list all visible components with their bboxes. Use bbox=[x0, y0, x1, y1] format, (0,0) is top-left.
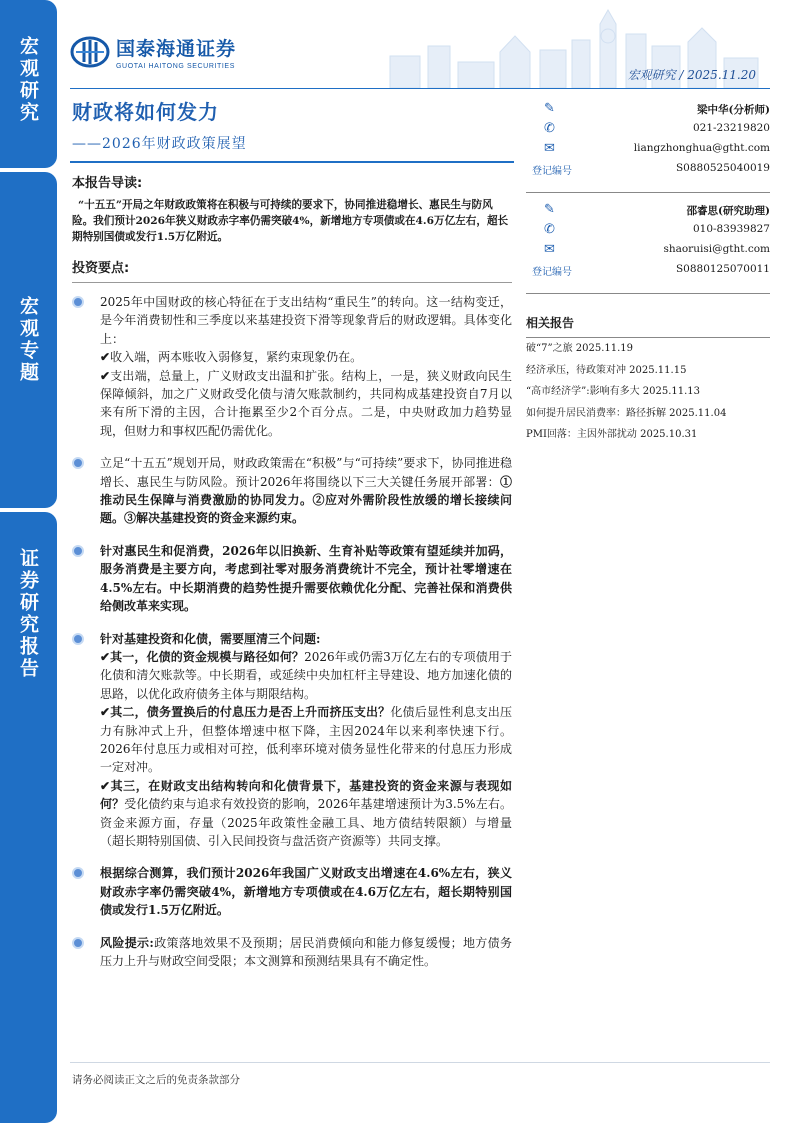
related-reports-heading: 相关报告 bbox=[526, 316, 575, 330]
report-category: 宏观研究 bbox=[627, 68, 676, 82]
sub-point-text: 化债后显性利息支出压力有脉冲式上升，但整体增速中枢下降，主因2024年以来利率快速下行。2026年付息压力或相对可控，低利率环境对债务显性化带来的付息压力形成一定对冲。 bbox=[100, 705, 512, 775]
points-heading: 投资要点: bbox=[72, 261, 130, 276]
analyst-reg-row bbox=[526, 160, 770, 180]
check-icon: ✔ bbox=[100, 368, 111, 383]
brand-name-cn: 国泰海通证券 bbox=[116, 38, 237, 60]
section-bold-text: 针对惠民生和促消费，2026年以旧换新、生育补贴等政策有望延续并加码，服务消费是主要方向，考虑到社零对服务消费统计不完全，预计社零增速在4.5%左右。中长期消费的趋势性提升需要依赖优化分配、完善社保和消费供给侧改革来实现。 bbox=[100, 543, 512, 614]
point-section bbox=[72, 542, 512, 616]
header-meta bbox=[628, 66, 756, 83]
analyst-name: 邵睿思(研究助理) bbox=[686, 205, 770, 217]
sub-point-question: 其一，化债的资金规模与路径如何？ bbox=[110, 649, 305, 664]
analyst-phone: 010-83939827 bbox=[692, 223, 770, 235]
brand-name-en: GUOTAI HAITONG SECURITIES bbox=[116, 63, 235, 70]
analyst-email[interactable]: shaoruisi@gtht.com bbox=[663, 243, 770, 255]
sub-point-text: 受化债约束与追求有效投资的影响，2026年基建增速预计为3.5%左右。资金来源方面，存量（2025年政策性金融工具、地方债结转限额）与增量（超长期特别国债、引入民间投资与盘活资产资源等）共同支撑。 bbox=[100, 797, 512, 848]
analyst-reg-row bbox=[526, 261, 770, 281]
analyst-reg-number: S0880525040019 bbox=[675, 162, 770, 174]
title-divider bbox=[70, 161, 514, 163]
check-icon: ✔ bbox=[100, 705, 111, 720]
bullet-icon bbox=[72, 633, 84, 645]
risk-heading: 风险提示: bbox=[100, 935, 154, 950]
analyst-card bbox=[526, 201, 770, 289]
analyst-phone: 021-23219820 bbox=[692, 122, 770, 134]
sub-point-text: 支出端，总量上，广义财政支出温和扩张。结构上，一是，狭义财政向民生保障倾斜，加之广义财政受化债与清欠账款制约，共同构成基建投资自7月以来有所下滑的主因，合计拖累至少2个百分点。二是，中央财政加力趋势显现，但财力和事权匹配仍需优化。 bbox=[100, 368, 512, 438]
analyst-reg-number: S0880125070011 bbox=[675, 263, 770, 275]
side-band bbox=[0, 0, 57, 1123]
phone-icon: ✆ bbox=[544, 121, 555, 136]
bullet-icon bbox=[72, 457, 84, 469]
side-label: 宏观专题 bbox=[17, 296, 39, 384]
sub-point-question: 其二，债务置换后的付息压力是否上升而挤压支出？ bbox=[110, 705, 391, 720]
sub-point-text: 2026年或仍需3万亿左右的专项债用于化债和清欠账款等。中长期看，或延续中央加杠杆主导建设、地方加速化债的思路，以优化政府债务主体与期限结构。 bbox=[100, 649, 512, 701]
bullet-icon bbox=[72, 867, 84, 879]
point-section bbox=[72, 864, 512, 919]
related-report-item[interactable]: 如何提升居民消费率：路径拆解 2025.11.04 bbox=[526, 407, 727, 419]
right-column bbox=[526, 100, 770, 446]
side-segment-macro-topic bbox=[0, 172, 57, 508]
guide-heading: 本报告导读: bbox=[72, 176, 143, 191]
point-section bbox=[72, 454, 512, 528]
sub-point bbox=[100, 367, 512, 441]
analyst-phone-row bbox=[526, 120, 770, 140]
sub-point bbox=[100, 348, 512, 366]
related-report-item[interactable]: 经济承压，待政策对冲 2025.11.15 bbox=[526, 364, 687, 376]
sub-point-text: 收入端，两本账收入弱修复，紧约束现象仍在。 bbox=[110, 350, 363, 365]
check-icon: ✔ bbox=[100, 778, 111, 793]
header-divider bbox=[70, 88, 770, 89]
section-bold-tail: ①推动民生保障与消费激励的协同发力。②应对外需阶段性放缓的增长接续问题。③解决基建投资的资金来源约束。 bbox=[100, 474, 512, 526]
section-intro: 立足“十五五”规划开局，财政政策需在“积极”与“可持续”要求下，协同推进稳增长、惠民生与防风险。预计2026年将围绕以下三大关键任务展开部署： bbox=[100, 456, 512, 489]
bullet-icon bbox=[72, 937, 84, 949]
section-intro: 2025年中国财政的核心特征在于支出结构“重民生”的转向。这一结构变迁，是今年消费韧性和三季度以来基建投资下滑等现象背后的财政逻辑。具体变化上： bbox=[100, 295, 512, 346]
related-report-item[interactable]: PMI回落：主因外部扰动 2025.10.31 bbox=[526, 429, 698, 441]
related-report-item[interactable]: “高市经济学”:影响有多大 2025.11.13 bbox=[526, 386, 701, 398]
meta-separator: / bbox=[679, 68, 688, 82]
main-column bbox=[72, 168, 512, 970]
brand-logo-icon bbox=[70, 36, 110, 68]
analyst-divider bbox=[526, 192, 770, 193]
analyst-email-row bbox=[526, 241, 770, 261]
sub-point bbox=[100, 703, 512, 777]
bullet-icon bbox=[72, 296, 84, 308]
page-title: 财政将如何发力 bbox=[72, 100, 219, 124]
analyst-name-row bbox=[526, 100, 770, 120]
check-icon: ✔ bbox=[100, 350, 111, 365]
analyst-email[interactable]: liangzhonghua@gtht.com bbox=[633, 142, 770, 154]
risk-section bbox=[72, 934, 512, 971]
related-report-item[interactable]: 破“7”之旅 2025.11.19 bbox=[526, 343, 634, 354]
side-label: 宏观研究 bbox=[17, 36, 39, 124]
risk-body: 政策落地效果不及预期；居民消费倾向和能力修复缓慢；地方债务压力上升与财政空间受限；本文测算和预测结果具有不确定性。 bbox=[100, 935, 512, 968]
bullet-icon bbox=[72, 545, 84, 557]
page-subtitle: ——2026年财政政策展望 bbox=[72, 136, 247, 152]
sub-point-question: 其三，在财政支出结构转向和化债背景下，基建投资的资金来源与表现如何？ bbox=[100, 778, 512, 812]
footer-divider bbox=[70, 1062, 770, 1063]
analyst-divider bbox=[526, 293, 770, 294]
side-label: 证券研究报告 bbox=[17, 548, 39, 680]
analyst-email-row bbox=[526, 140, 770, 160]
brand-logo bbox=[70, 34, 236, 70]
sub-point bbox=[100, 648, 512, 703]
side-segment-report bbox=[0, 512, 57, 1123]
side-segment-macro-research bbox=[0, 0, 57, 168]
points-divider bbox=[72, 282, 512, 283]
analyst-phone-row bbox=[526, 221, 770, 241]
point-section bbox=[72, 630, 512, 851]
analyst-card bbox=[526, 100, 770, 188]
person-icon: ✎ bbox=[544, 202, 555, 217]
point-section bbox=[72, 293, 512, 440]
reg-label: 登记编号 bbox=[532, 267, 572, 278]
person-icon: ✎ bbox=[544, 101, 555, 116]
sub-point bbox=[100, 777, 512, 851]
reg-label: 登记编号 bbox=[532, 166, 572, 177]
check-icon: ✔ bbox=[100, 649, 111, 664]
email-icon: ✉ bbox=[544, 242, 555, 257]
email-icon: ✉ bbox=[544, 141, 555, 156]
risk-text bbox=[100, 934, 512, 971]
disclaimer-footer: 请务必阅读正文之后的免责条款部分 bbox=[72, 1074, 240, 1086]
analyst-name-row bbox=[526, 201, 770, 221]
section-bold-text: 根据综合测算，我们预计2026年我国广义财政支出增速在4.6%左右，狭义财政赤字率仍需突破4%，新增地方专项债或在4.6万亿左右，超长期特别国债或发行1.5万亿附近。 bbox=[100, 866, 512, 918]
report-date: 2025.11.20 bbox=[687, 68, 756, 82]
section-text bbox=[100, 454, 512, 528]
phone-icon: ✆ bbox=[544, 222, 555, 237]
guide-text: “十五五”开局之年财政政策将在积极与可持续的要求下，协同推进稳增长、惠民生与防风险。我们预计2026年狭义财政赤字率仍需突破4%，新增地方专项债或在4.6万亿左右，超长期特别国债或发行1.5万亿附近。 bbox=[72, 199, 509, 243]
section-bold-text: 针对基建投资和化债，需要厘清三个问题: bbox=[100, 631, 321, 646]
analyst-name: 梁中华(分析师) bbox=[697, 104, 770, 116]
